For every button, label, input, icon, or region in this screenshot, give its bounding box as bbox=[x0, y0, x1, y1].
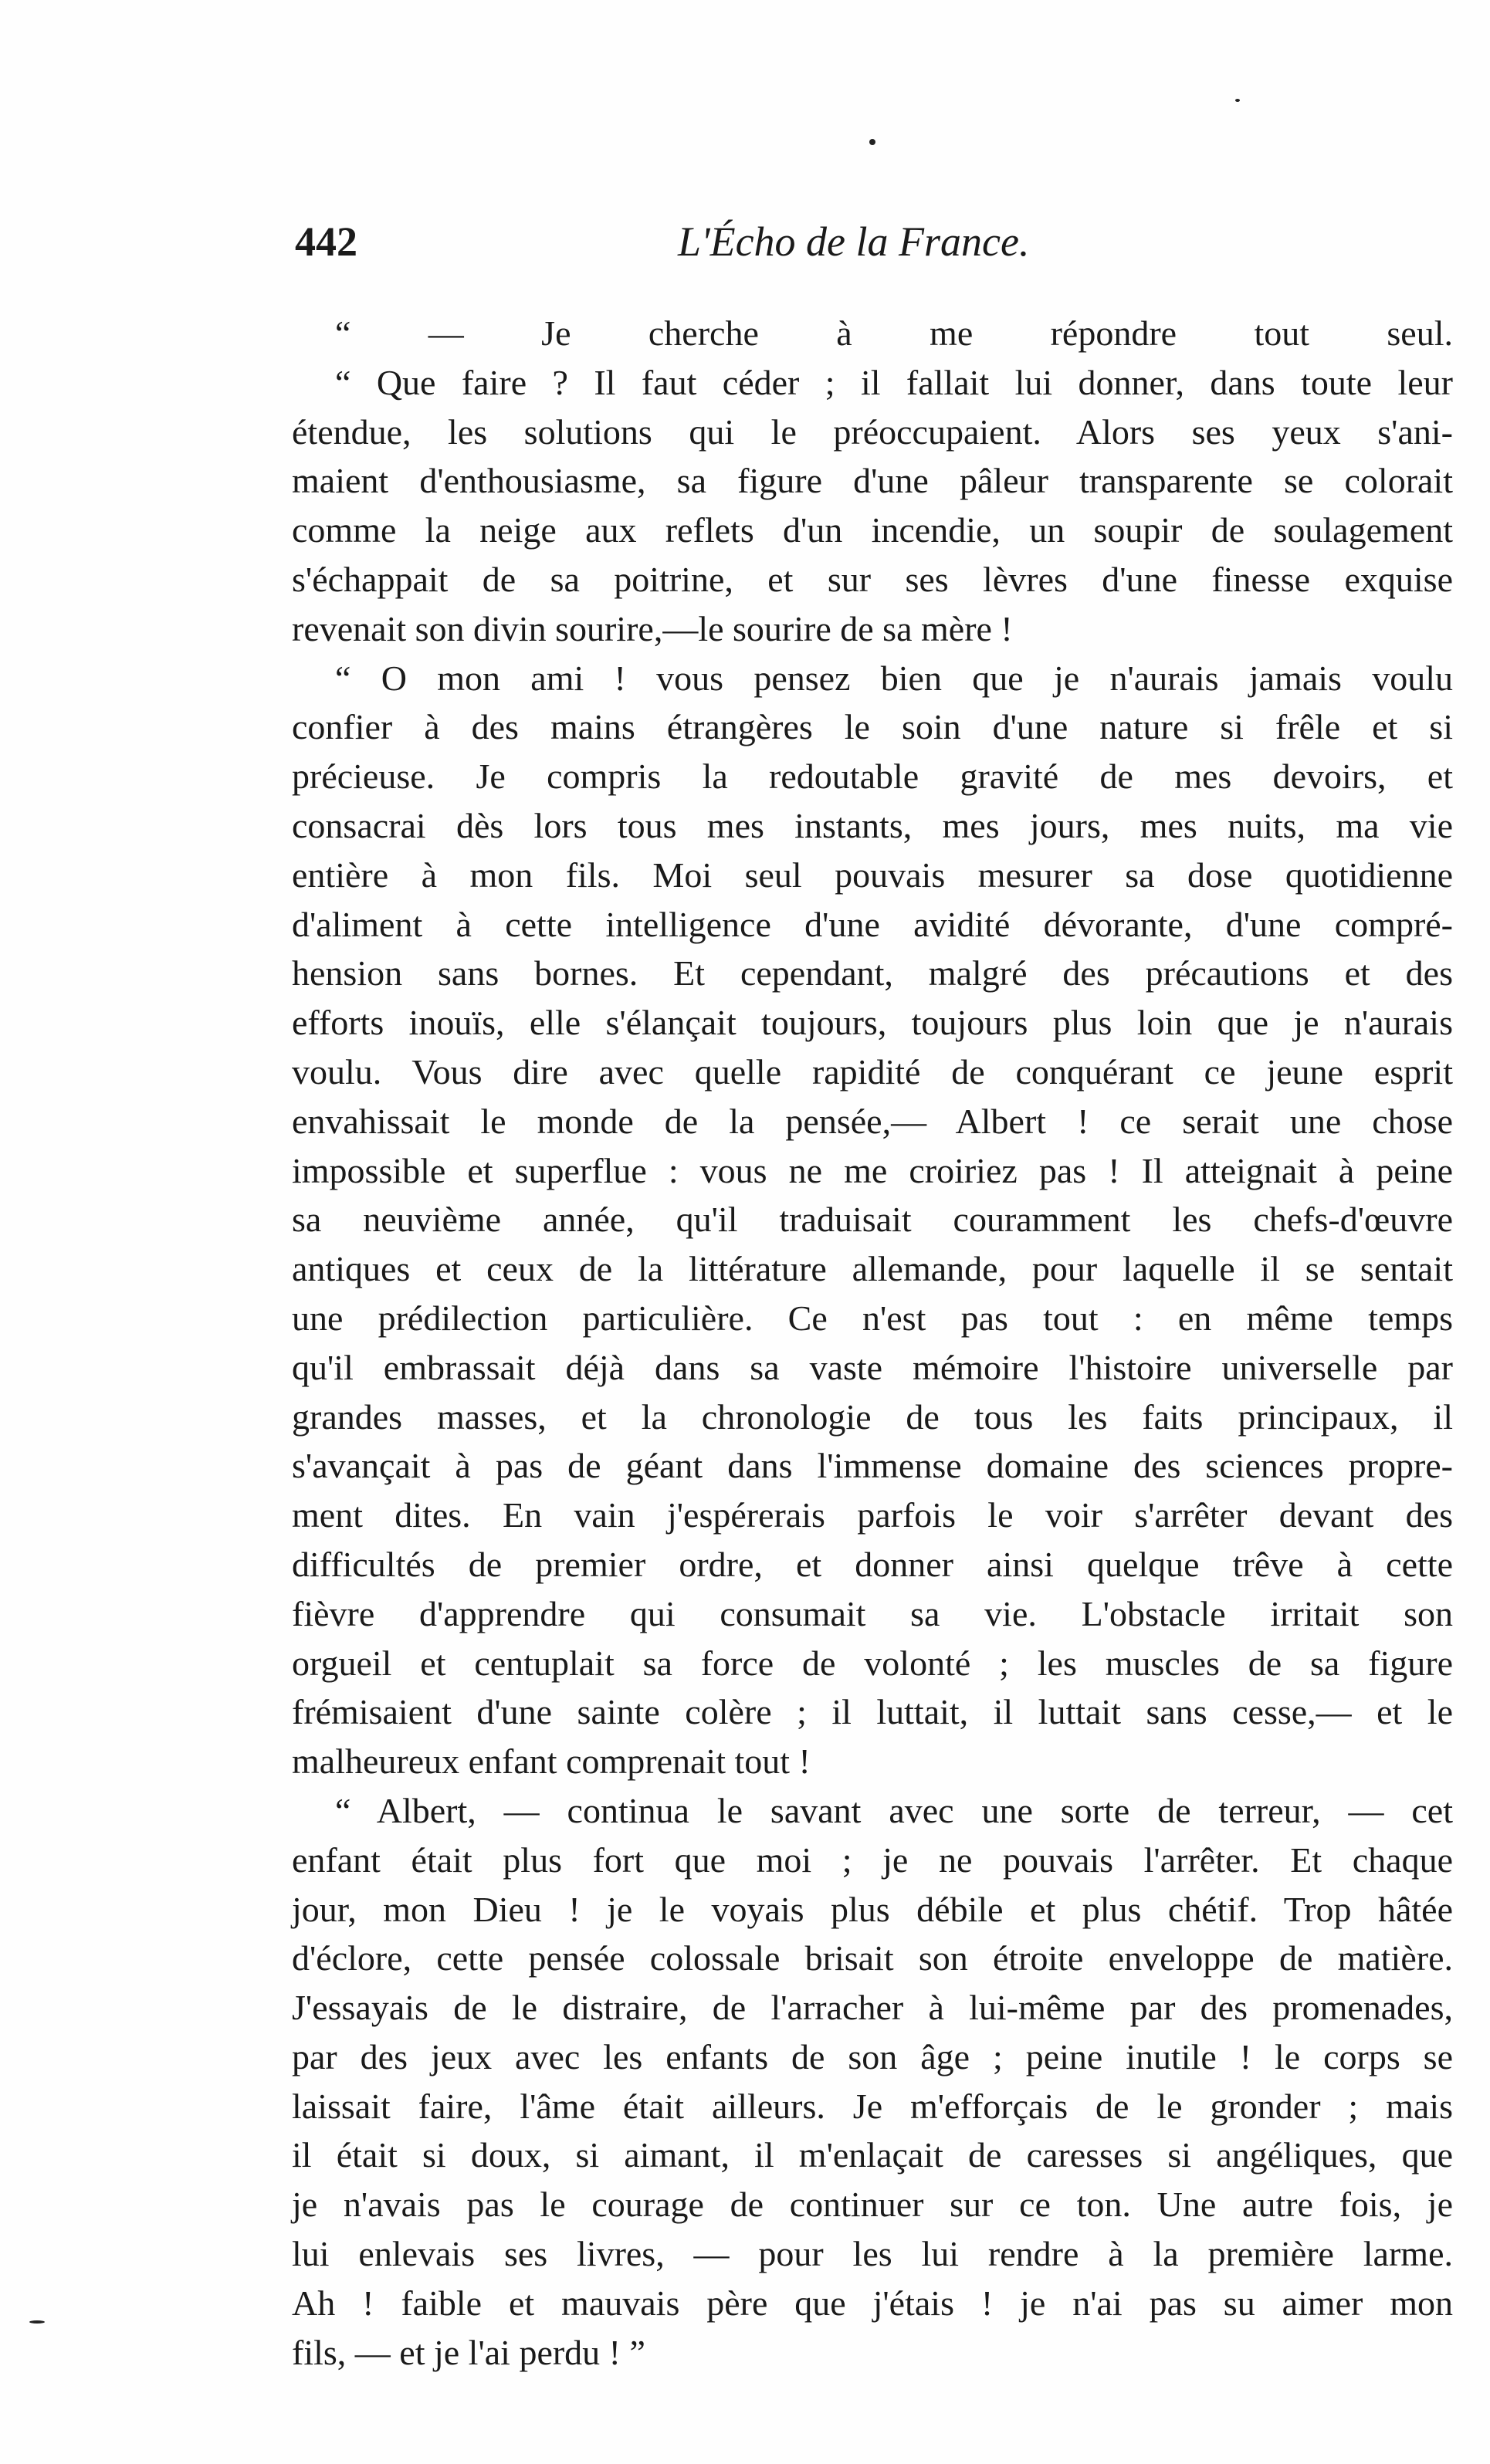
text-line: entière à mon fils. Moi seul pouvais mesurer sa dose quotidienne bbox=[292, 855, 1453, 895]
text-line: s'avançait à pas de géant dans l'immense domaine des sciences propre- bbox=[292, 1446, 1453, 1486]
text-line: efforts inouïs, elle s'élançait toujours, toujours plus loin que je n'aurais bbox=[292, 1003, 1453, 1043]
text-line: confier à des mains étrangères le soin d'une nature si frêle et si bbox=[292, 707, 1453, 747]
text-line: voulu. Vous dire avec quelle rapidité de conquérant ce jeune esprit bbox=[292, 1051, 1453, 1092]
text-line: d'éclore, cette pensée colossale brisait son étroite enveloppe de matière. bbox=[292, 1938, 1453, 1978]
text-line: précieuse. Je compris la redoutable gravité de mes devoirs, et bbox=[292, 756, 1453, 797]
text-line: lui enlevais ses livres, — pour les lui rendre à la première larme. bbox=[292, 2234, 1453, 2274]
text-line: par des jeux avec les enfants de son âge ; peine inutile ! le corps se bbox=[292, 2036, 1453, 2076]
text-line: revenait son divin sourire,—le sourire de sa mère ! bbox=[292, 608, 1013, 648]
text-line: “ — Je cherche à me répondre tout seul. bbox=[335, 313, 1453, 353]
text-line: fièvre d'apprendre qui consumait sa vie. L'obstacle irritait son bbox=[292, 1593, 1453, 1633]
text-line: maient d'enthousiasme, sa figure d'une pâleur transparente se colorait bbox=[292, 461, 1453, 501]
text-line: il était si doux, si aimant, il m'enlaçait de caresses si angéliques, que bbox=[292, 2135, 1453, 2175]
text-line: sa neuvième année, qu'il traduisait couramment les chefs-d'œuvre bbox=[292, 1200, 1453, 1240]
text-line: grandes masses, et la chronologie de tous les faits principaux, il bbox=[292, 1396, 1453, 1437]
text-line: consacrai dès lors tous mes instants, mes jours, mes nuits, ma vie bbox=[292, 805, 1453, 845]
text-line: difficultés de premier ordre, et donner ainsi quelque trêve à cette bbox=[292, 1544, 1453, 1584]
text-line: malheureux enfant comprenait tout ! bbox=[292, 1741, 811, 1782]
text-line: ment dites. En vain j'espérerais parfois le voir s'arrêter devant des bbox=[292, 1495, 1453, 1535]
text-line: frémisaient d'une sainte colère ; il luttait, il luttait sans cesse,— et le bbox=[292, 1692, 1453, 1732]
page-number: 442 bbox=[295, 218, 357, 265]
text-line: je n'avais pas le courage de continuer sur ce ton. Une autre fois, je bbox=[292, 2185, 1453, 2225]
text-line: qu'il embrassait déjà dans sa vaste mémoire l'histoire universelle par bbox=[292, 1347, 1453, 1387]
text-line: comme la neige aux reflets d'un incendie, un soupir de soulagement bbox=[292, 510, 1453, 550]
scan-speck bbox=[1235, 99, 1240, 102]
text-line: une prédilection particulière. Ce n'est pas tout : en même temps bbox=[292, 1298, 1453, 1338]
running-title: L'Écho de la France. bbox=[678, 218, 1030, 265]
text-line: orgueil et centuplait sa force de volonté ; les muscles de sa figure bbox=[292, 1643, 1453, 1683]
text-line: antiques et ceux de la littérature allemande, pour laquelle il se sentait bbox=[292, 1249, 1453, 1289]
page-header bbox=[295, 207, 1453, 276]
text-line: “ Albert, — continua le savant avec une sorte de terreur, — cet bbox=[335, 1790, 1453, 1830]
text-line: impossible et superflue : vous ne me croiriez pas ! Il atteignait à peine bbox=[292, 1150, 1453, 1190]
scan-speck bbox=[869, 139, 875, 145]
text-line: J'essayais de le distraire, de l'arracher à lui-même par des promenades, bbox=[292, 1988, 1453, 2028]
text-line: jour, mon Dieu ! je le voyais plus débile et plus chétif. Trop hâtée bbox=[292, 1889, 1453, 1929]
text-line: fils, — et je l'ai perdu ! ” bbox=[292, 2332, 645, 2372]
text-line: hension sans bornes. Et cependant, malgré des précautions et des bbox=[292, 953, 1453, 993]
text-line: laissait faire, l'âme était ailleurs. Je m'efforçais de le gronder ; mais bbox=[292, 2086, 1453, 2126]
text-line: étendue, les solutions qui le préoccupaient. Alors ses yeux s'ani- bbox=[292, 411, 1453, 452]
text-line: “ O mon ami ! vous pensez bien que je n'aurais jamais voulu bbox=[335, 658, 1453, 698]
text-line: Ah ! faible et mauvais père que j'étais ! je n'ai pas su aimer mon bbox=[292, 2283, 1453, 2323]
text-line: enfant était plus fort que moi ; je ne pouvais l'arrêter. Et chaque bbox=[292, 1840, 1453, 1880]
scan-speck bbox=[29, 2320, 45, 2324]
body-text bbox=[292, 309, 1453, 2377]
text-line: d'aliment à cette intelligence d'une avidité dévorante, d'une compré- bbox=[292, 904, 1453, 944]
text-line: envahissait le monde de la pensée,— Albert ! ce serait une chose bbox=[292, 1101, 1453, 1141]
text-line: “ Que faire ? Il faut céder ; il fallait lui donner, dans toute leur bbox=[335, 362, 1453, 402]
text-line: s'échappait de sa poitrine, et sur ses lèvres d'une finesse exquise bbox=[292, 559, 1453, 599]
